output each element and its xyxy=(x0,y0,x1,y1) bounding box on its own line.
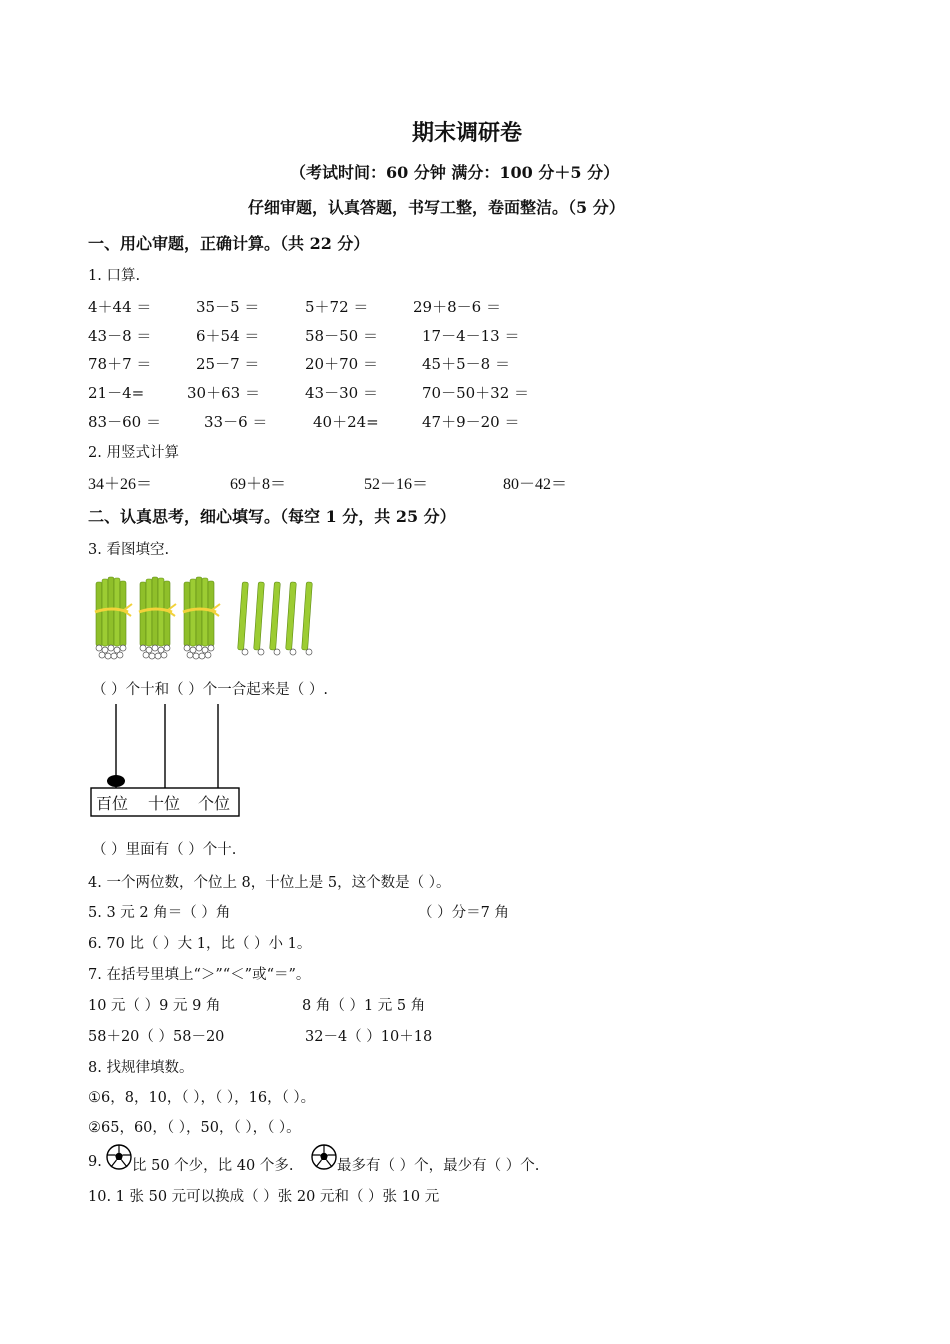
oral-item: 83－60 ＝ xyxy=(88,413,161,431)
abacus-label-hundreds: 百位 xyxy=(96,794,129,813)
ten-bundle xyxy=(139,577,176,659)
oral-item: 47＋9－20 ＝ xyxy=(422,413,520,431)
q8: 8. 找规律填数。 xyxy=(88,1060,194,1076)
oral-item: 78＋7 ＝ xyxy=(88,355,152,373)
q9-end: 最多有（ ）个，最少有（ ）个. xyxy=(337,1158,540,1174)
q6: 6. 70 比（ ）大 1，比（ ）小 1。 xyxy=(88,936,312,952)
q4: 4. 一个两位数，个位上 8，十位上是 5，这个数是（ ）。 xyxy=(88,875,451,891)
vertical-item: 80－42＝ xyxy=(503,476,568,493)
oral-item: 58－50 ＝ xyxy=(305,327,378,345)
oral-item: 4＋44 ＝ xyxy=(88,298,152,316)
oral-item: 43－8 ＝ xyxy=(88,327,152,345)
vertical-item: 34＋26＝ xyxy=(88,476,153,493)
stick-bundles-illustration xyxy=(92,572,332,664)
q5-part-a: 5. 3 元 2 角＝（ ）角 xyxy=(88,905,231,921)
q3-line2: （ ）里面有（ ）个十. xyxy=(92,842,237,858)
page-title: 期末调研卷 xyxy=(412,120,523,146)
q8-sequence-b: ②65，60，（ ），50，（ ），（ ）。 xyxy=(88,1120,301,1136)
q7: 7. 在括号里填上“＞”“＜”或“＝”。 xyxy=(88,967,311,983)
q7-row1-a: 10 元（ ）9 元 9 角 xyxy=(88,998,221,1014)
oral-item: 40＋24= xyxy=(313,413,379,431)
single-stick xyxy=(238,582,249,655)
q7-row2-b: 32－4（ ）10＋18 xyxy=(305,1029,433,1045)
q8-sequence-a: ①6，8，10，（ ），（ ），16，（ ）。 xyxy=(88,1090,316,1106)
q9-middle: 比 50 个少，比 40 个多. xyxy=(132,1158,294,1174)
oral-item: 35－5 ＝ xyxy=(196,298,260,316)
single-stick xyxy=(286,582,297,655)
q7-row1-b: 8 角（ ）1 元 5 角 xyxy=(302,998,426,1014)
q2-label: 2. 用竖式计算 xyxy=(88,445,179,461)
oral-item: 43－30 ＝ xyxy=(305,384,378,402)
q3-label: 3. 看图填空. xyxy=(88,542,170,558)
vertical-item: 69＋8＝ xyxy=(230,476,287,493)
abacus-bead xyxy=(107,775,125,787)
oral-item: 25－7 ＝ xyxy=(196,355,260,373)
section2-heading: 二、认真思考，细心填写。（每空 1 分，共 25 分） xyxy=(88,507,456,526)
oral-item: 30＋63 ＝ xyxy=(187,384,260,402)
abacus-label-tens: 十位 xyxy=(148,794,181,813)
ten-bundle xyxy=(95,577,132,659)
single-stick xyxy=(302,582,313,655)
ten-bundle xyxy=(183,577,220,659)
q5-part-b: （ ）分＝7 角 xyxy=(418,905,509,921)
oral-item: 21－4= xyxy=(88,384,145,402)
abacus-label-ones: 个位 xyxy=(198,794,231,813)
q7-row2-a: 58＋20（ ）58－20 xyxy=(88,1029,225,1045)
oral-item: 45＋5－8 ＝ xyxy=(422,355,510,373)
q9-prefix: 9. xyxy=(88,1154,102,1170)
vertical-item: 52－16＝ xyxy=(364,476,429,493)
q3-line1: （ ）个十和（ ）个一合起来是（ ）. xyxy=(92,682,328,698)
single-stick xyxy=(254,582,265,655)
soccer-ball-icon xyxy=(106,1144,132,1170)
neatness-note: 仔细审题，认真答题，书写工整，卷面整洁。（5 分） xyxy=(248,198,625,217)
oral-item: 20＋70 ＝ xyxy=(305,355,378,373)
oral-item: 5＋72 ＝ xyxy=(305,298,369,316)
single-stick xyxy=(270,582,281,655)
exam-info: （考试时间：60 分钟 满分：100 分＋5 分） xyxy=(290,163,620,182)
q1-label: 1. 口算. xyxy=(88,268,141,284)
section1-heading: 一、用心审题，正确计算。（共 22 分） xyxy=(88,234,370,253)
oral-item: 29＋8－6 ＝ xyxy=(413,298,501,316)
soccer-ball-icon xyxy=(311,1144,337,1170)
oral-item: 33－6 ＝ xyxy=(204,413,268,431)
oral-item: 17－4－13 ＝ xyxy=(422,327,520,345)
oral-item: 70－50＋32 ＝ xyxy=(422,384,530,402)
q10: 10. 1 张 50 元可以换成（ ）张 20 元和（ ）张 10 元 xyxy=(88,1189,440,1205)
oral-item: 6＋54 ＝ xyxy=(196,327,260,345)
